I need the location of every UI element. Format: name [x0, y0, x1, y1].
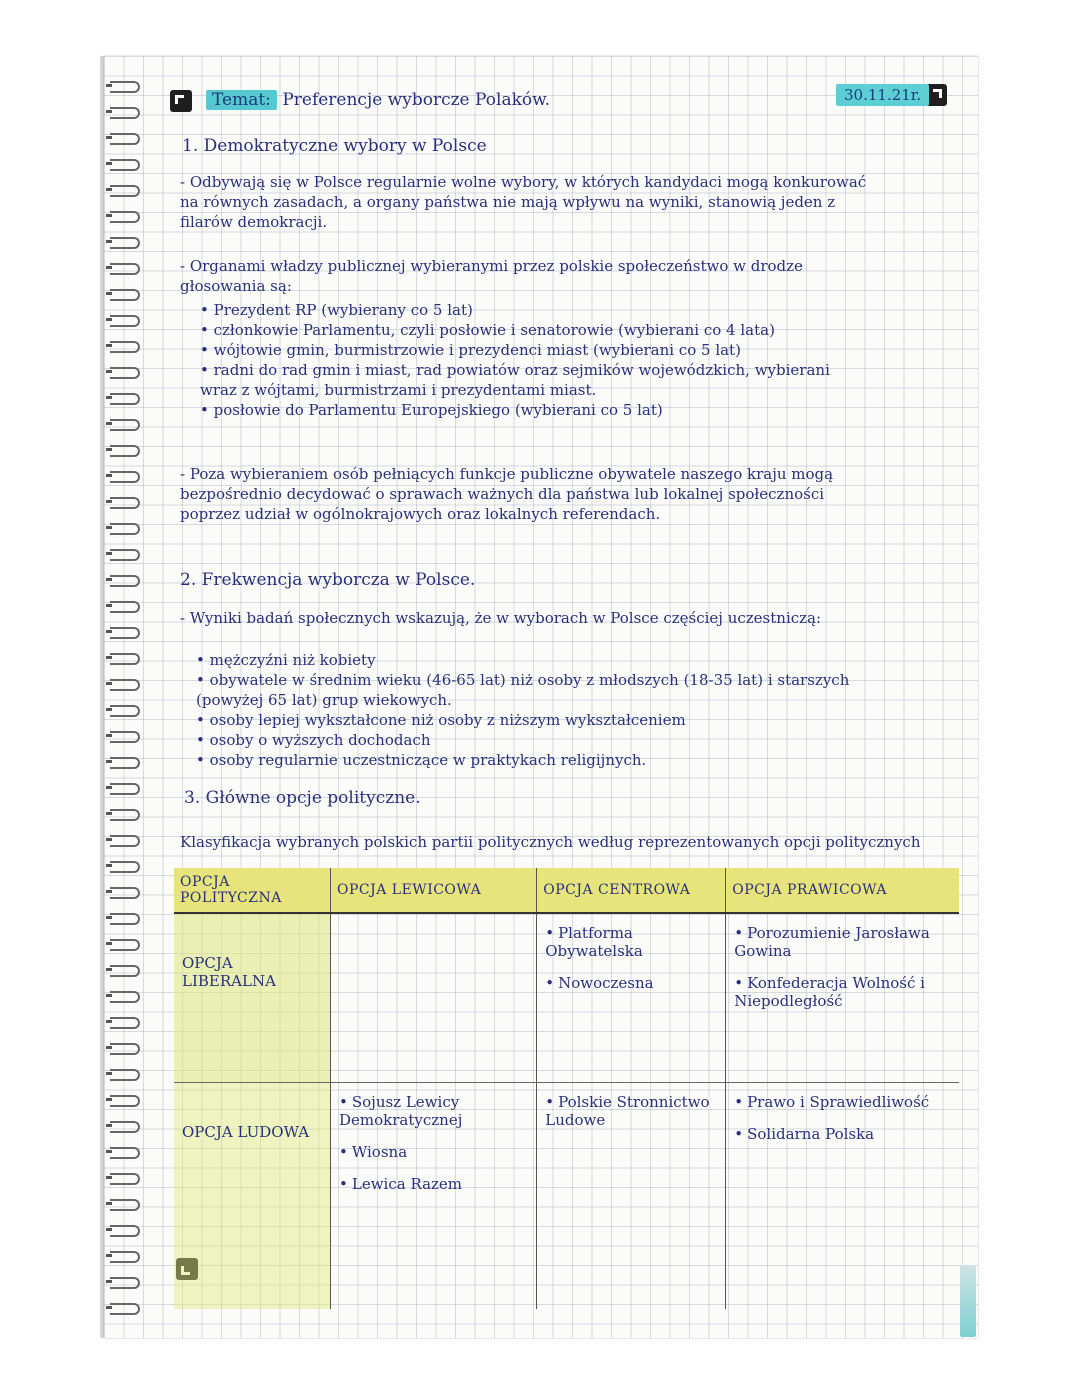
table-row: [174, 913, 959, 1083]
table-header-row: [174, 868, 959, 913]
section1-para1: - Odbywają się w Polsce regularnie wolne wybory, w których kandydaci mogą konkurować na równych zasadach, a organy państwa nie mają wpływu na wyniki, stanowią jeden z filarów demokracji.: [180, 173, 867, 231]
party-item: • Lewica Razem: [339, 1175, 528, 1193]
header-center-option: OPCJA CENTROWA: [537, 868, 726, 913]
cell-liberal-right: [726, 913, 959, 1083]
section2-heading: 2. Frekwencja wyborcza w Polsce.: [180, 570, 476, 590]
party-item: • Platforma Obywatelska: [545, 924, 717, 960]
cell-popular-center: [537, 1083, 726, 1310]
section3-intro: Klasyfikacja wybranych polskich partii politycznych według reprezentowanych opcji politycznych: [180, 833, 921, 851]
party-item: • Sojusz Lewicy Demokratycznej: [339, 1093, 528, 1129]
section2-list: [196, 650, 856, 770]
party-item: • Polskie Stronnictwo Ludowe: [545, 1093, 717, 1129]
cell-liberal-left: [331, 913, 537, 1083]
spiral-binding: [106, 78, 150, 1318]
teal-tab-marker: [960, 1265, 976, 1337]
date-stamp: [836, 86, 929, 104]
list-item: • członkowie Parlamentu, czyli posłowie i senatorowie (wybierani co 4 lata): [200, 320, 860, 340]
header-political-option: OPCJA POLITYCZNA: [174, 868, 331, 913]
list-item: • posłowie do Parlamentu Europejskiego (wybierani co 5 lat): [200, 400, 860, 420]
party-item: • Nowoczesna: [545, 974, 717, 992]
table-row: [174, 1083, 959, 1310]
topic-line: [206, 90, 550, 110]
party-options-table: [174, 868, 959, 1309]
topic-label: Temat:: [206, 90, 277, 110]
list-item: • Prezydent RP (wybierany co 5 lat): [200, 300, 860, 320]
row-label-liberal: OPCJA LIBERALNA: [174, 913, 331, 1083]
cell-popular-left: [331, 1083, 537, 1310]
party-item: • Solidarna Polska: [734, 1125, 951, 1143]
list-item: • osoby o wyższych dochodach: [196, 730, 856, 750]
cell-liberal-center: [537, 913, 726, 1083]
topic-title: Preferencje wyborcze Polaków.: [282, 90, 551, 110]
list-item: • osoby lepiej wykształcone niż osoby z niższym wykształceniem: [196, 710, 856, 730]
section1-heading: 1. Demokratyczne wybory w Polsce: [182, 136, 487, 156]
corner-bracket-top-left-icon: [170, 90, 192, 112]
section3-heading: 3. Główne opcje polityczne.: [184, 788, 421, 808]
list-item: • mężczyźni niż kobiety: [196, 650, 856, 670]
party-item: • Konfederacja Wolność i Niepodległość: [734, 974, 951, 1010]
list-item: • radni do rad gmin i miast, rad powiatów oraz sejmików wojewódzkich, wybierani wraz z wójtami, burmistrzami i prezydentami miast.: [200, 360, 860, 400]
row-label-popular: OPCJA LUDOWA: [174, 1083, 331, 1310]
header-left-option: OPCJA LEWICOWA: [331, 868, 537, 913]
cell-popular-right: [726, 1083, 959, 1310]
list-item: • osoby regularnie uczestniczące w praktykach religijnych.: [196, 750, 856, 770]
party-item: • Porozumienie Jarosława Gowina: [734, 924, 951, 960]
date-text: 30.11.21r.: [836, 84, 929, 106]
section1-para3: - Poza wybieraniem osób pełniących funkcje publiczne obywatele naszego kraju mogą bezpośrednio decydować o sprawach ważnych dla państwa lub lokalnej społeczności poprzez udział w ogólnokrajowych oraz lokalnych referendach.: [180, 465, 834, 523]
section2-intro: - Wyniki badań społecznych wskazują, że w wyborach w Polsce częściej uczestniczą:: [180, 609, 822, 627]
header-right-option: OPCJA PRAWICOWA: [726, 868, 959, 913]
section1-list: [200, 300, 860, 420]
list-item: • obywatele w średnim wieku (46-65 lat) niż osoby z młodszych (18-35 lat) i starszych (powyżej 65 lat) grup wiekowych.: [196, 670, 856, 710]
party-item: • Prawo i Sprawiedliwość: [734, 1093, 951, 1111]
section1-para2-intro: - Organami władzy publicznej wybieranymi przez polskie społeczeństwo w drodze głosowania są:: [180, 257, 803, 295]
list-item: • wójtowie gmin, burmistrzowie i prezydenci miast (wybierani co 5 lat): [200, 340, 860, 360]
party-item: • Wiosna: [339, 1143, 528, 1161]
